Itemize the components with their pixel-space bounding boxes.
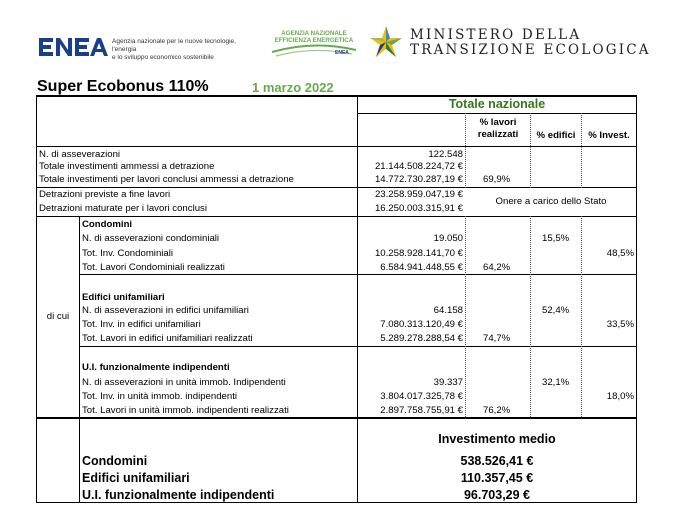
medio-value: 538.526,41 € (460, 454, 534, 468)
row-label: Tot. Lavori Condominiali realizzati (82, 262, 225, 273)
group-pct-edifici: 52,4% (542, 305, 570, 316)
medio-label: Condomini (82, 454, 148, 468)
table-border (36, 187, 637, 188)
enea-description-line: Agenzia nazionale per le nuove tecnologie, l'energia (112, 38, 236, 53)
group-pct-lavori: 64,2% (483, 262, 511, 273)
enea-description-line: e lo sviluppo economico sostenibile (112, 54, 214, 61)
column-header-invest: % Invest. (588, 130, 630, 141)
medio-label: U.I. funzionalmente indipendenti (82, 488, 275, 502)
group-pct-lavori: 74,7% (483, 333, 511, 344)
group-pct-edifici: 15,5% (542, 233, 570, 244)
group-pct-edifici: 32,1% (542, 377, 570, 388)
column-header-line: % lavori (479, 117, 517, 128)
medio-label: Edifici unifamiliari (82, 471, 190, 485)
group-title-ui-indipendenti: U.I. funzionalmente indipendenti (82, 362, 230, 373)
group-pct-invest: 18,0% (606, 391, 634, 402)
table-border (636, 95, 637, 503)
row-label: N. di asseverazioni condominiali (82, 233, 220, 244)
row-label: Tot. Lavori in unità immob. indipendenti realizzati (82, 405, 289, 416)
row-label: N. di asseverazioni in unità immob. Indipendenti (82, 377, 286, 388)
table-divider-dotted (581, 216, 582, 417)
row-value: 16.250.003.315,91 € (374, 203, 463, 214)
row-label: Tot. Lavori in edifici unifamiliari realizzati (82, 333, 253, 344)
agency-name (268, 30, 360, 44)
document-title: Super Ecobonus 110% (37, 78, 209, 95)
row-value: 122.548 (428, 149, 463, 160)
column-header-edifici: % edifici (536, 130, 576, 141)
group-pct-invest: 48,5% (606, 248, 634, 259)
row-value: 23.258.959.047,19 € (374, 189, 463, 200)
document-date: 1 marzo 2022 (252, 80, 334, 95)
table-divider-dotted (530, 216, 531, 417)
agency-enea-mark: ENEA (335, 50, 349, 56)
row-value: 21.144.508.224,72 € (374, 161, 463, 172)
ministry-star-icon (368, 24, 404, 60)
group-pct-lavori: 76,2% (483, 405, 511, 416)
ministry-name-line: TRANSIZIONE ECOLOGICA (410, 42, 651, 58)
ministry-name-line: MINISTERO DELLA (410, 27, 582, 43)
agency-name-line: EFFICIENZA ENERGETICA (274, 37, 354, 44)
column-header-line: realizzati (477, 129, 519, 140)
enea-logo (38, 34, 108, 60)
group-title-condomini: Condomini (82, 219, 133, 230)
column-header-lavori-realizzati (466, 117, 530, 141)
medio-value: 110.357,45 € (460, 471, 534, 485)
group-title-edifici-unifamiliari: Edifici unifamiliari (82, 292, 165, 303)
row-label: Totale investimenti ammessi a detrazione (39, 161, 215, 172)
table-divider-dotted (581, 113, 582, 188)
table-divider-dotted (465, 216, 466, 417)
row-pct-lavori: 69,9% (483, 174, 511, 185)
agency-name-line: AGENZIA NAZIONALE (281, 30, 347, 37)
row-label: Tot. Inv. in edifici unifamiliari (82, 319, 201, 330)
enea-description (112, 38, 262, 62)
ministry-name (410, 28, 651, 58)
row-value: 5.289.278.288,54 € (380, 333, 463, 344)
row-value: 7.080.313.120,49 € (380, 319, 463, 330)
investimento-medio-header: Investimento medio (438, 432, 556, 446)
column-header-totale-nazionale: Totale nazionale (448, 97, 546, 111)
row-value: 19.050 (433, 233, 463, 244)
onere-note: Onere a carico dello Stato (495, 196, 607, 207)
row-value: 3.804.017.325,78 € (380, 391, 463, 402)
group-pct-invest: 33,5% (606, 319, 634, 330)
row-value: 6.584.941.448,55 € (380, 262, 463, 273)
di-cui-label: di cui (46, 311, 70, 322)
table-border (79, 216, 80, 503)
row-label: Detrazioni maturate per i lavori conclusi (39, 203, 207, 214)
row-value: 2.897.758.755,91 € (380, 405, 463, 416)
row-label: N. di asseverazioni in edifici unifamiliari (82, 305, 249, 316)
row-label: N. di asseverazioni (39, 149, 121, 160)
table-border (79, 346, 637, 347)
row-label: Totale investimenti per lavori conclusi ammessi a detrazione (39, 174, 294, 185)
row-label: Detrazioni previste a fine lavori (39, 189, 171, 200)
row-label: Tot. Inv. in unità immob. indipendenti (82, 391, 238, 402)
row-label: Tot. Inv. Condominiali (82, 248, 174, 259)
row-value: 39.337 (433, 377, 463, 388)
table-border (36, 417, 637, 419)
row-value: 10.258.928.141,70 € (374, 248, 463, 259)
table-border (79, 274, 637, 275)
row-value: 64.158 (433, 305, 463, 316)
row-value: 14.772.730.287,19 € (374, 174, 463, 185)
medio-value: 96.703,29 € (463, 488, 531, 502)
table-border (36, 95, 37, 503)
table-border (358, 113, 637, 114)
table-border (36, 146, 637, 147)
table-border (36, 216, 637, 217)
table-divider-dotted (530, 113, 531, 188)
